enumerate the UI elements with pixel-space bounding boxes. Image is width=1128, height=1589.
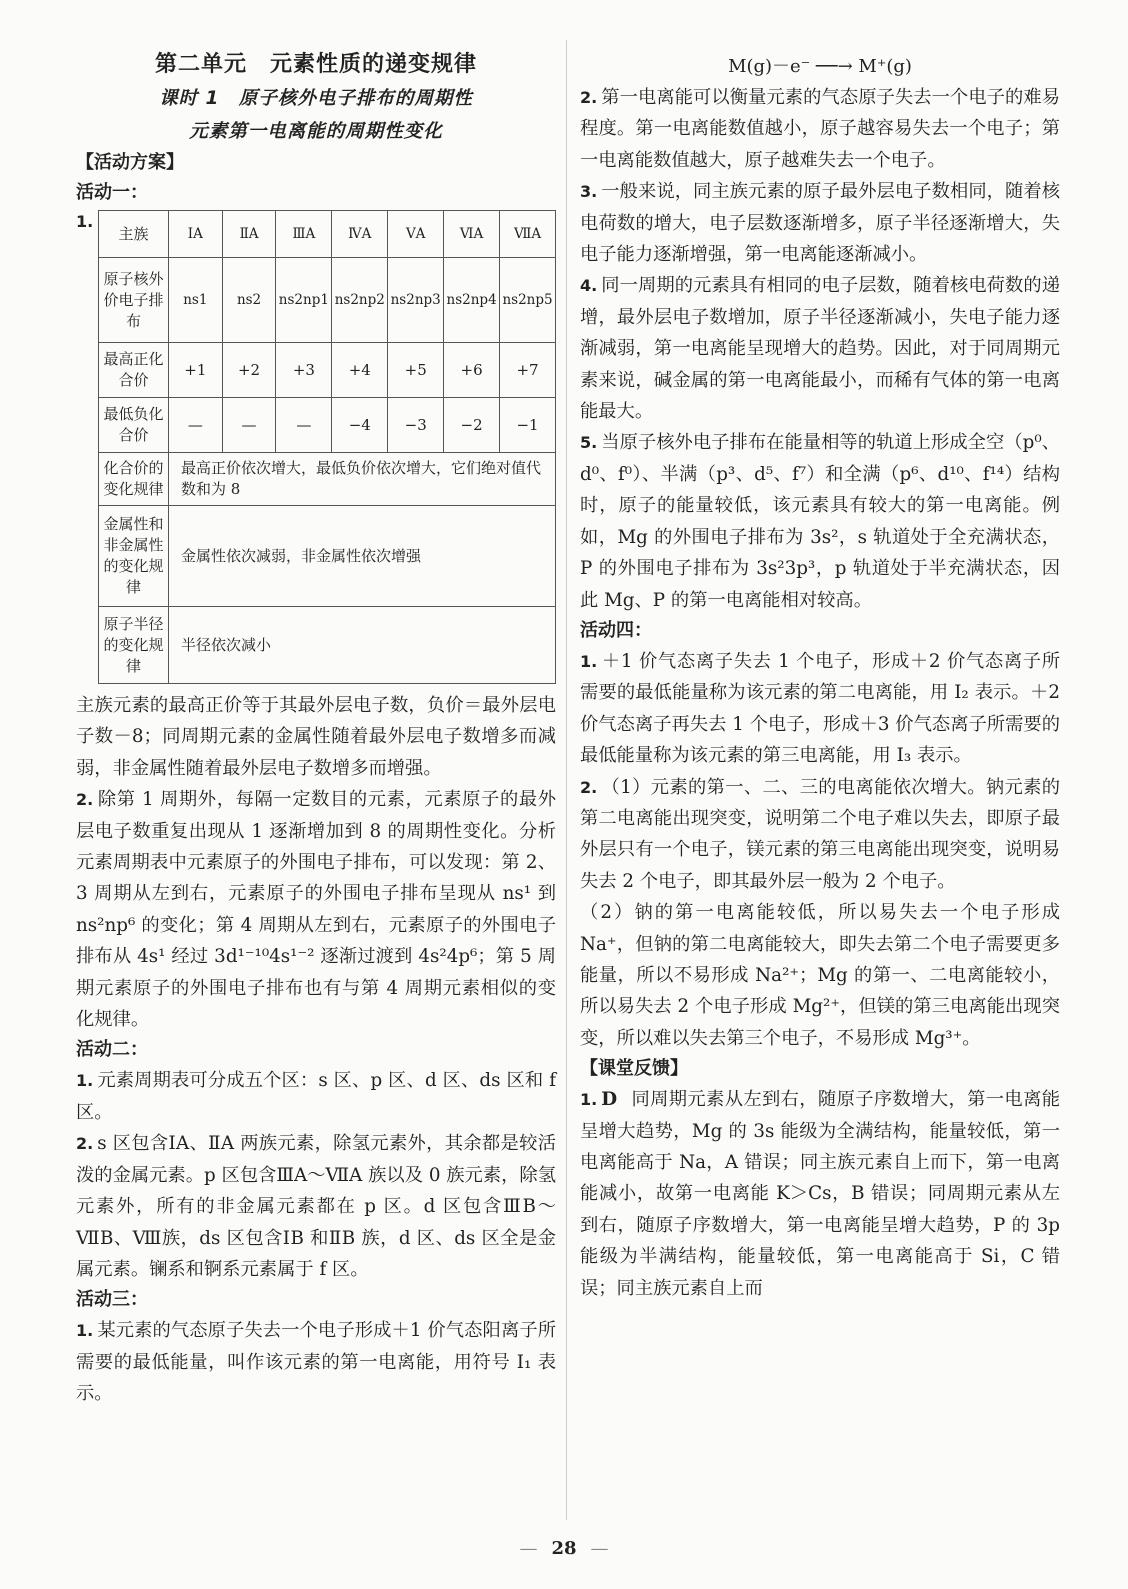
- row-label: 原子半径的变化规律: [99, 607, 169, 684]
- table-cell: +7: [500, 343, 556, 398]
- item-text: s 区包含ⅠA、ⅡA 两族元素，除氢元素外，其余都是较活泼的金属元素。p 区包含ⅢA～ⅦA 族以及 0 族元素，除氢元素外，所有的非金属元素都在 p 区。d 区包含ⅢB～ⅦB、Ⅷ族，ds 区包含ⅠB 和ⅡB 族，d 区、ds 区全是金属元素。镧系和锕系元素属于 f 区。: [76, 1133, 556, 1280]
- item-number: 2.: [580, 88, 598, 107]
- activity-3-item-5: [580, 427, 1060, 615]
- lesson-title: 课时 1 原子核外电子排布的周期性: [159, 88, 473, 109]
- table-cell: −1: [500, 398, 556, 453]
- activity-2-heading: 活动二：: [76, 1039, 148, 1061]
- activity-1-heading: 活动一：: [76, 182, 148, 203]
- table-cell: ns2np1: [276, 258, 332, 343]
- table-cell: +2: [222, 343, 276, 398]
- table-cell: 金属性依次减弱，非金属性依次增强: [168, 506, 555, 607]
- activity-2-item-2: [76, 1128, 556, 1285]
- table-header-cell: ⅣA: [332, 211, 388, 258]
- lesson-subtitle: 元素第一电离能的周期性变化: [189, 121, 443, 142]
- row-label: 化合价的变化规律: [99, 453, 169, 506]
- page-number-footer: [0, 1538, 1128, 1559]
- activity-4-item-1: [580, 646, 1060, 772]
- item-number: 2.: [76, 790, 94, 810]
- table-cell: +1: [168, 343, 222, 398]
- activity-3-item-4: [580, 270, 1060, 427]
- row-label: 最高正化合价: [99, 343, 169, 398]
- item-number: 1.: [76, 212, 94, 231]
- item-number: 1.: [580, 651, 598, 671]
- activity-1-item-2: [76, 784, 556, 1035]
- table-cell: 半径依次减小: [168, 607, 555, 684]
- item-number: 5.: [580, 433, 598, 453]
- item-text: 某元素的气态原子失去一个电子形成＋1 价气态阳离子所需要的最低能量，叫作该元素的第一电离能，用符号 I₁ 表示。: [76, 1320, 556, 1405]
- table-cell: ns2np3: [388, 258, 444, 343]
- table-row: [99, 398, 556, 453]
- table-cell: +6: [444, 343, 500, 398]
- activity-3-item-1: [76, 1315, 556, 1409]
- right-column: [580, 52, 1060, 1304]
- item-number: 4.: [580, 276, 598, 296]
- table-header-cell: ⅦA: [500, 211, 556, 258]
- periodic-trend-table: [98, 210, 556, 684]
- item-text: 同周期元素从左到右，随原子序数增大，第一电离能呈增大趋势，Mg 的 3s 能级为全满结构，能量较低，第一电离能高于 Na，A 错误；同主族元素自上而下，第一电离能减小，故第一电离能 K＞Cs，B 错误；同周期元素从左到右，随原子序数增大，第一电离能呈增大趋势，P 的 3p 能级为半满结构，能量较低，第一电离能高于 Si，C 错误；同主族元素自上而: [580, 1089, 1060, 1299]
- item-text: 当原子核外电子排布在能量相等的轨道上形成全空（p⁰、d⁰、f⁰）、半满（p³、d⁵、f⁷）和全满（p⁶、d¹⁰、f¹⁴）结构时，原子的能量较低，该元素具有较大的第一电离能。例如，Mg 的外围电子排布为 3s²，s 轨道处于全充满状态，P 的外围电子排布为 3s²3p³，p 轨道处于半充满状态，因此 Mg、P 的第一电离能相对较高。: [580, 432, 1060, 611]
- activity-2-item-1: [76, 1065, 556, 1128]
- table-header-cell: ⅤA: [388, 211, 444, 258]
- feedback-item-1: [580, 1084, 1060, 1304]
- page-title: 第二单元 元素性质的递变规律: [154, 52, 477, 77]
- activity-4-item-2b: （2）钠的第一电离能较低，所以易失去一个电子形成 Na⁺，但钠的第二电离能较大，即失去第二个电子需要更多能量，所以不易形成 Na²⁺；Mg 的第一、二电离能较小，所以易失去 2 个电子形成 Mg²⁺，但镁的第三电离能出现突变，所以难以失去第三个电子，不易形成 Mg³⁺。: [580, 902, 1060, 1049]
- item-text: 元素周期表可分成五个区：s 区、p 区、d 区、ds 区和 f 区。: [76, 1070, 556, 1123]
- item-number: 1.: [76, 1321, 94, 1341]
- item-text: 一般来说，同主族元素的原子最外层电子数相同，随着核电荷数的增大，电子层数逐渐增多，原子半径逐渐增大，失电子能力逐渐增强，第一电离能逐渐减小。: [580, 181, 1060, 266]
- left-column: [76, 48, 556, 1410]
- table-cell: −4: [332, 398, 388, 453]
- ionization-equation: M(g)－e⁻ ──→ M⁺(g): [728, 56, 912, 77]
- row-label: 最低负化合价: [99, 398, 169, 453]
- item-text: 除第 1 周期外，每隔一定数目的元素，元素原子的最外层电子数重复出现从 1 逐渐增加到 8 的周期性变化。分析元素周期表中元素原子的外围电子排布，可以发现：第 2、3 周期从左到右，元素原子的外围电子排布呈现从 ns¹ 到 ns²np⁶ 的变化；第 4 周期从左到右，元素原子的外围电子排布从 4s¹ 经过 3d¹⁻¹⁰4s¹⁻² 逐渐过渡到 4s²4p⁶；第 5 周期元素原子的外围电子排布也有与第 4 周期元素相似的变化规律。: [76, 789, 556, 1031]
- item-number: 2.: [76, 1134, 94, 1154]
- table-header-cell: ⅠA: [168, 211, 222, 258]
- item-number: 3.: [580, 182, 598, 202]
- footer-dash-right: —: [590, 1538, 609, 1559]
- footer-dash-left: —: [519, 1538, 538, 1559]
- table-cell: +3: [276, 343, 332, 398]
- activity-3-item-2: [580, 82, 1060, 176]
- item-text: 同一周期的元素具有相同的电子层数，随着核电荷数的递增，最外层电子数增加，原子半径逐渐减小，失电子能力逐渐减弱，第一电离能呈现增大的趋势。因此，对于同周期元素来说，碱金属的第一电离能最小，而稀有气体的第一电离能最大。: [580, 275, 1060, 423]
- table-cell: ns1: [168, 258, 222, 343]
- activity-4-heading: 活动四：: [580, 619, 652, 641]
- item-text: ＋1 价气态离子失去 1 个电子，形成＋2 价气态离子所需要的最低能量称为该元素的第二电离能，用 I₂ 表示。＋2 价气态离子再失去 1 个电子，形成＋3 价气态离子所需要的最低能量称为该元素的第三电离能，用 I₃ 表示。: [580, 650, 1060, 767]
- item-number: 1.: [76, 1071, 94, 1091]
- activity-4-item-2a: [580, 772, 1060, 898]
- table-cell: ns2np2: [332, 258, 388, 343]
- table-cell: +4: [332, 343, 388, 398]
- table-header-cell: ⅡA: [222, 211, 276, 258]
- table-cell: —: [222, 398, 276, 453]
- table-header-cell: ⅥA: [444, 211, 500, 258]
- table-cell: —: [276, 398, 332, 453]
- column-divider: [566, 40, 567, 1520]
- page-number: 28: [551, 1538, 577, 1559]
- table-header-row: [99, 211, 556, 258]
- table-row: [99, 607, 556, 684]
- table-cell: +5: [388, 343, 444, 398]
- table-header-cell: ⅢA: [276, 211, 332, 258]
- table-summary: 主族元素的最高正价等于其最外层电子数，负价＝最外层电子数－8；同周期元素的金属性随着最外层电子数增多而减弱，非金属性随着最外层电子数增多而增强。: [76, 695, 556, 779]
- table-cell: −3: [388, 398, 444, 453]
- table-cell: ns2np4: [444, 258, 500, 343]
- table-cell: −2: [444, 398, 500, 453]
- row-label: 金属性和非金属性的变化规律: [99, 506, 169, 607]
- table-cell: —: [168, 398, 222, 453]
- activity-3-item-3: [580, 176, 1060, 270]
- table-row: [99, 506, 556, 607]
- feedback-heading: 【课堂反馈】: [580, 1058, 688, 1080]
- table-row: [99, 453, 556, 506]
- item-number: 1.: [580, 1090, 598, 1110]
- row-label: 原子核外价电子排布: [99, 258, 169, 343]
- answer-letter: D: [601, 1089, 618, 1111]
- periodic-trend-table-wrap: [76, 210, 556, 684]
- table-header-cell: 主族: [99, 211, 169, 258]
- table-row: [99, 258, 556, 343]
- activity-3-heading: 活动三：: [76, 1289, 148, 1311]
- activity-plan-heading: 【活动方案】: [76, 152, 184, 173]
- item-text: （1）元素的第一、二、三的电离能依次增大。钠元素的第二电离能出现突变，说明第二个电子难以失去，即原子最外层只有一个电子，镁元素的第三电离能出现突变，说明易失去 2 个电子，即其最外层一般为 2 个电子。: [580, 776, 1060, 892]
- item-text: 第一电离能可以衡量元素的气态原子失去一个电子的难易程度。第一电离能数值越小，原子越容易失去一个电子；第一电离能数值越大，原子越难失去一个电子。: [580, 87, 1060, 171]
- table-cell: ns2: [222, 258, 276, 343]
- table-cell: 最高正价依次增大，最低负价依次增大，它们绝对值代数和为 8: [168, 453, 555, 506]
- table-row: [99, 343, 556, 398]
- table-cell: ns2np5: [500, 258, 556, 343]
- item-number: 2.: [580, 777, 598, 797]
